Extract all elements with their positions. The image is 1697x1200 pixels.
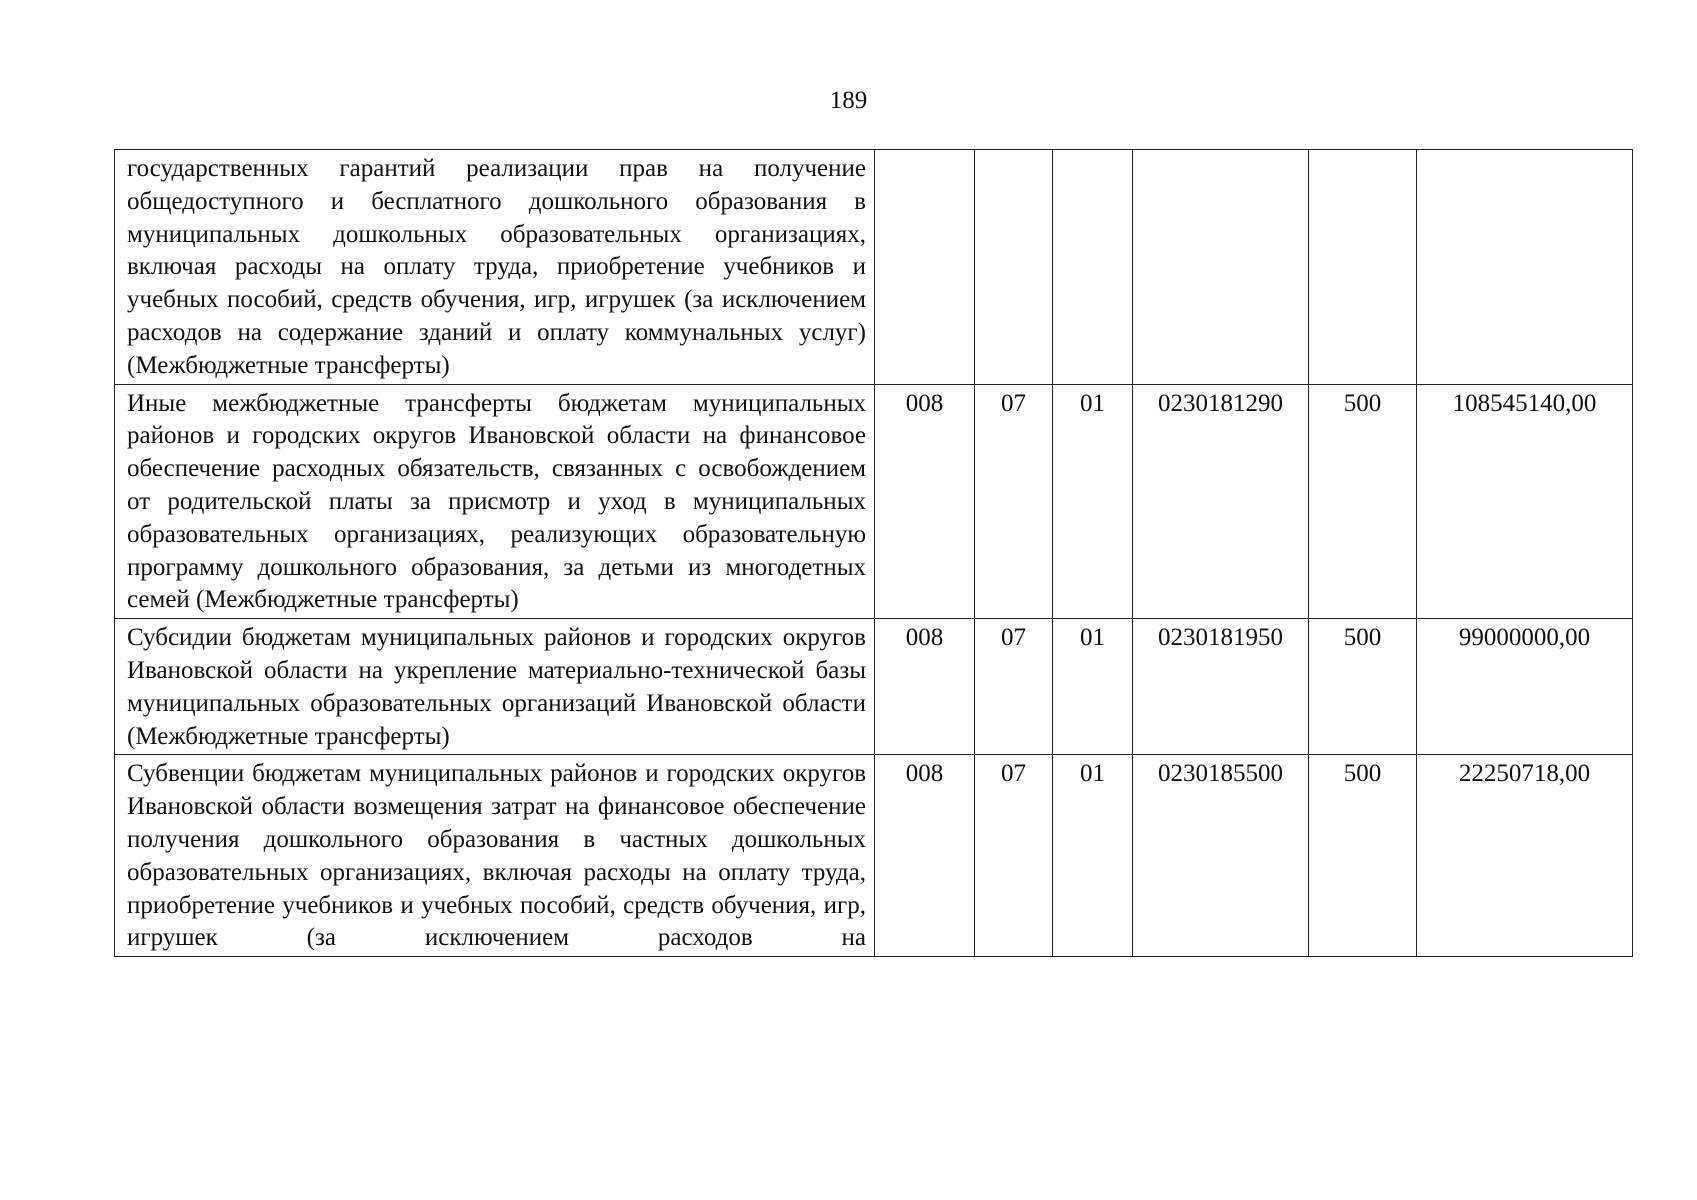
subsection-code-cell	[1053, 150, 1133, 385]
row-description: Иные межбюджетные трансферты бюджетам муниципальных районов и городских округов Ивановской области на финансовое обеспечение расходных обязательств, связанных с освобождением от родительской платы за присмотр и уход в муниципальных образовательных организациях, реализующих образовательную программу дошкольного образования, за детьми из многодетных семей (Межбюджетные трансферты)	[115, 384, 875, 619]
section-code-cell: 07	[975, 755, 1053, 957]
section-code-cell	[975, 150, 1053, 385]
table-row	[115, 755, 1633, 957]
page-number: 189	[829, 87, 868, 114]
target-article-cell: 0230185500	[1133, 755, 1309, 957]
budget-table	[114, 149, 1633, 957]
section-code-cell: 07	[975, 384, 1053, 619]
table-row	[115, 619, 1633, 755]
subsection-code-cell: 01	[1053, 619, 1133, 755]
ministry-code-cell	[875, 150, 975, 385]
expense-type-cell: 500	[1309, 755, 1417, 957]
amount-cell: 108545140,00	[1417, 384, 1633, 619]
amount-cell	[1417, 150, 1633, 385]
amount-cell: 99000000,00	[1417, 619, 1633, 755]
target-article-cell: 0230181950	[1133, 619, 1309, 755]
row-description: государственных гарантий реализации прав на получение общедоступного и бесплатного дошкольного образования в муниципальных дошкольных образовательных организациях, включая расходы на оплату труда, приобретение учебников и учебных пособий, средств обучения, игр, игрушек (за исключением расходов на содержание зданий и оплату коммунальных услуг) (Межбюджетные трансферты)	[115, 150, 875, 385]
row-description: Субсидии бюджетам муниципальных районов и городских округов Ивановской области на укрепление материально-технической базы муниципальных образовательных организаций Ивановской области (Межбюджетные трансферты)	[115, 619, 875, 755]
amount-cell: 22250718,00	[1417, 755, 1633, 957]
table-row	[115, 150, 1633, 385]
ministry-code-cell: 008	[875, 755, 975, 957]
table-row	[115, 384, 1633, 619]
row-description: Субвенции бюджетам муниципальных районов и городских округов Ивановской области возмещения затрат на финансовое обеспечение получения дошкольного образования в частных дошкольных образовательных организациях, включая расходы на оплату труда, приобретение учебников и учебных пособий, средств обучения, игр, игрушек (за исключением расходов на	[115, 755, 875, 957]
expense-type-cell: 500	[1309, 619, 1417, 755]
target-article-cell: 0230181290	[1133, 384, 1309, 619]
section-code-cell: 07	[975, 619, 1053, 755]
target-article-cell	[1133, 150, 1309, 385]
subsection-code-cell: 01	[1053, 384, 1133, 619]
expense-type-cell: 500	[1309, 384, 1417, 619]
expense-type-cell	[1309, 150, 1417, 385]
ministry-code-cell: 008	[875, 619, 975, 755]
ministry-code-cell: 008	[875, 384, 975, 619]
subsection-code-cell: 01	[1053, 755, 1133, 957]
